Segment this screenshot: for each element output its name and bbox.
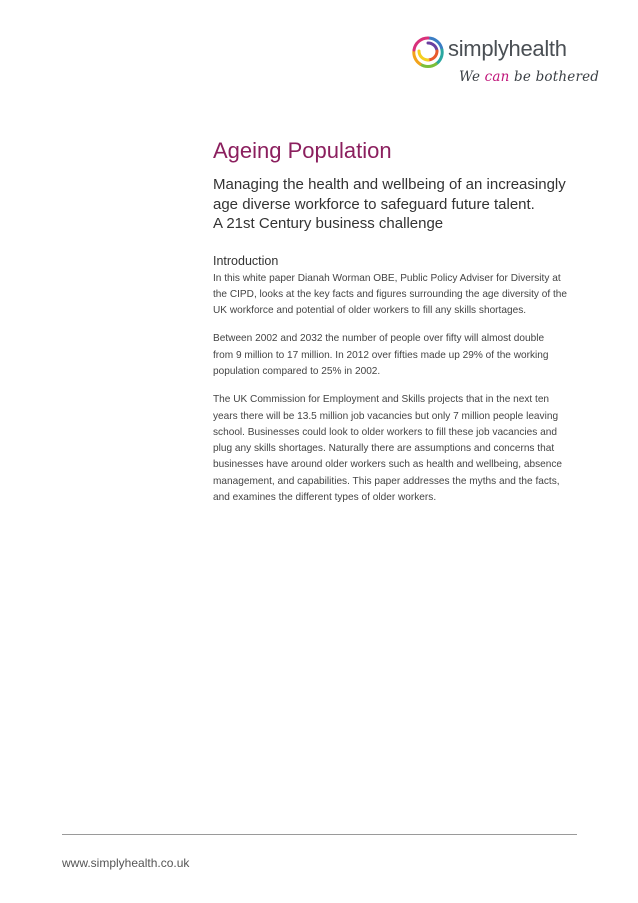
subtitle-line: age diverse workforce to safeguard future talent. [213, 195, 535, 213]
paragraph-line: years there will be 13.5 million job vacancies but only 7 million people leaving [213, 410, 559, 422]
paragraph [213, 271, 581, 320]
paragraph-line: Between 2002 and 2032 the number of people over fifty will almost double [213, 333, 545, 345]
footer-divider [62, 834, 577, 835]
paragraph-line: from 9 million to 17 million. In 2012 over fifties made up 29% of the working [213, 349, 549, 361]
paragraph-line: In this white paper Dianah Worman OBE, Public Policy Adviser for Diversity at [213, 272, 561, 284]
brand-name: simplyhealth [448, 36, 567, 61]
brand-tagline: We can be bothered [459, 69, 600, 85]
paragraph-line: population compared to 25% in 2002. [213, 365, 381, 377]
brand-logo [406, 30, 606, 90]
page-title: Ageing Population [213, 138, 392, 163]
paragraph-line: plug any skills shortages. Naturally there are assumptions and concerns that [213, 443, 555, 455]
paragraph [213, 392, 581, 506]
subtitle [213, 175, 581, 234]
section-heading: Introduction [213, 253, 279, 268]
paragraph-line: and examines the different types of older workers. [213, 492, 437, 504]
paragraph-line: the CIPD, looks at the key facts and figures surrounding the age diversity of the [213, 288, 568, 300]
paragraph-line: management, and capabilities. This paper addresses the myths and the facts, [213, 475, 560, 487]
paragraph [213, 331, 581, 380]
paragraph-line: UK workforce and potential of older workers to fill any skills shortages. [213, 305, 527, 317]
paragraph-line: The UK Commission for Employment and Skills projects that in the next ten [213, 394, 550, 406]
swirl-logo-icon [406, 30, 450, 74]
paragraph-line: school. Businesses could look to older workers to fill these job vacancies and [213, 426, 557, 438]
paragraph-line: businesses have around older workers such as health and wellbeing, absence [213, 459, 563, 471]
subtitle-line: Managing the health and wellbeing of an increasingly [213, 176, 566, 193]
subtitle-line: A 21st Century business challenge [213, 215, 444, 232]
footer-website-link[interactable]: www.simplyhealth.co.uk [62, 856, 190, 870]
main-content [213, 137, 581, 506]
